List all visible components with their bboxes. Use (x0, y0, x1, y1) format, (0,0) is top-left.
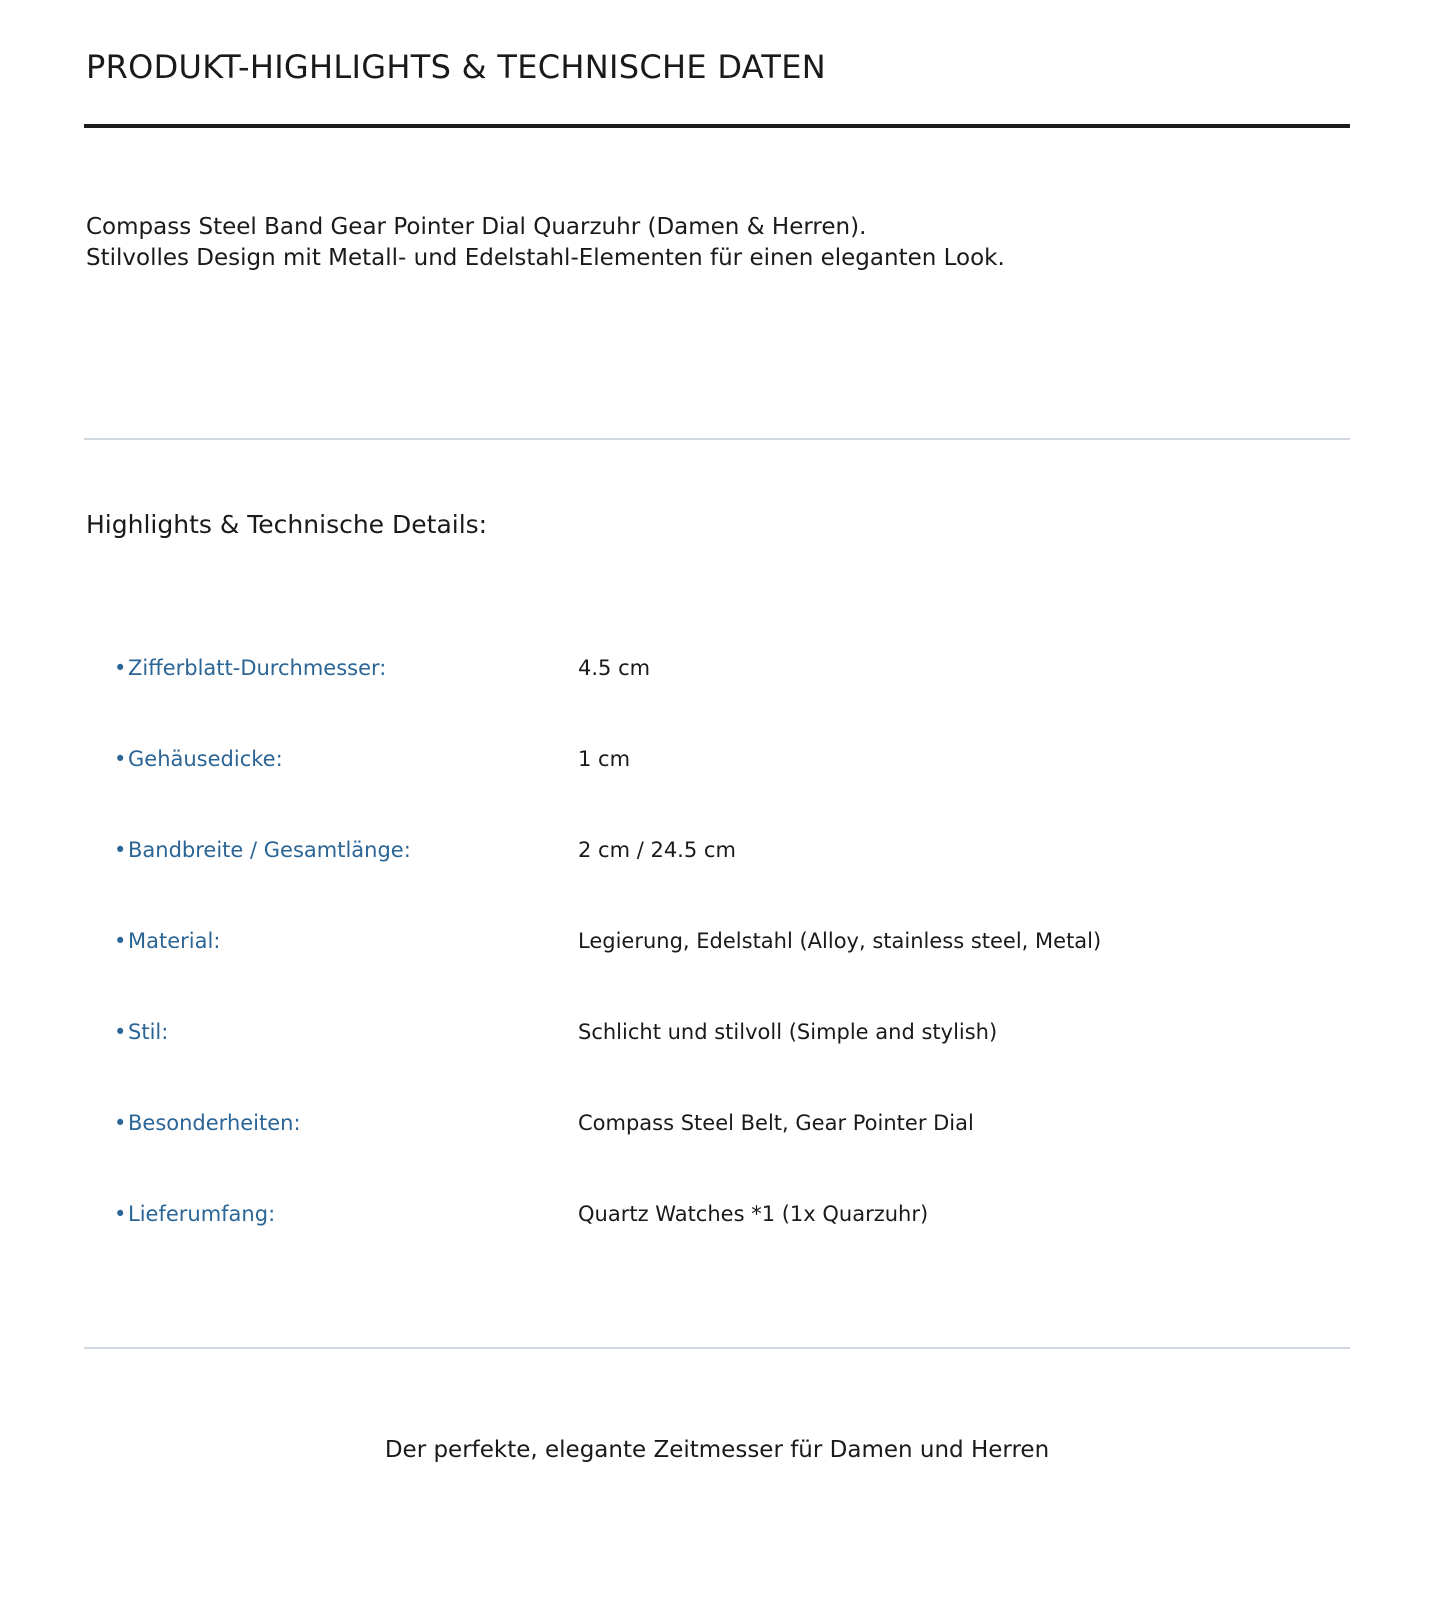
spec-value: Legierung, Edelstahl (Alloy, stainless steel, Metal) (578, 929, 1102, 953)
spec-label: •Stil: (114, 1017, 168, 1047)
spec-list (114, 653, 1314, 1290)
spec-value: 1 cm (578, 747, 631, 771)
spec-label: •Zifferblatt-Durchmesser: (114, 653, 386, 683)
section-divider-top (84, 438, 1350, 440)
details-heading: Highlights & Technische Details: (86, 510, 488, 539)
page-title: PRODUKT-HIGHLIGHTS & TECHNISCHE DATEN (86, 48, 827, 86)
bullet-icon: • (114, 929, 127, 953)
spec-row-band-width-length (114, 835, 1314, 926)
spec-row-style (114, 1017, 1314, 1108)
spec-value: Quartz Watches *1 (1x Quarzuhr) (578, 1202, 929, 1226)
spec-value: 4.5 cm (578, 656, 651, 680)
bullet-icon: • (114, 838, 127, 862)
spec-label: •Besonderheiten: (114, 1108, 301, 1138)
bullet-icon: • (114, 656, 127, 680)
intro-line-1: Compass Steel Band Gear Pointer Dial Quarzuhr (Damen & Herren). (86, 214, 867, 240)
spec-row-dial-diameter (114, 653, 1314, 744)
spec-value: Compass Steel Belt, Gear Pointer Dial (578, 1111, 974, 1135)
footer-tagline: Der perfekte, elegante Zeitmesser für Damen und Herren (384, 1437, 1050, 1463)
spec-label: •Material: (114, 926, 220, 956)
bullet-icon: • (114, 747, 127, 771)
section-divider-bottom (84, 1347, 1350, 1349)
spec-row-case-thickness (114, 744, 1314, 835)
bullet-icon: • (114, 1020, 127, 1044)
spec-label: •Bandbreite / Gesamtlänge: (114, 835, 411, 865)
spec-row-package-contents (114, 1199, 1314, 1290)
intro-line-2: Stilvolles Design mit Metall- und Edelstahl-Elementen für einen eleganten Look. (86, 245, 1005, 271)
intro-text (86, 212, 1005, 274)
spec-label: •Lieferumfang: (114, 1199, 275, 1229)
spec-value: Schlicht und stilvoll (Simple and stylish) (578, 1020, 998, 1044)
bullet-icon: • (114, 1202, 127, 1226)
spec-row-material (114, 926, 1314, 1017)
spec-row-features (114, 1108, 1314, 1199)
spec-value: 2 cm / 24.5 cm (578, 838, 736, 862)
spec-label: •Gehäusedicke: (114, 744, 283, 774)
title-divider (84, 124, 1350, 128)
bullet-icon: • (114, 1111, 127, 1135)
